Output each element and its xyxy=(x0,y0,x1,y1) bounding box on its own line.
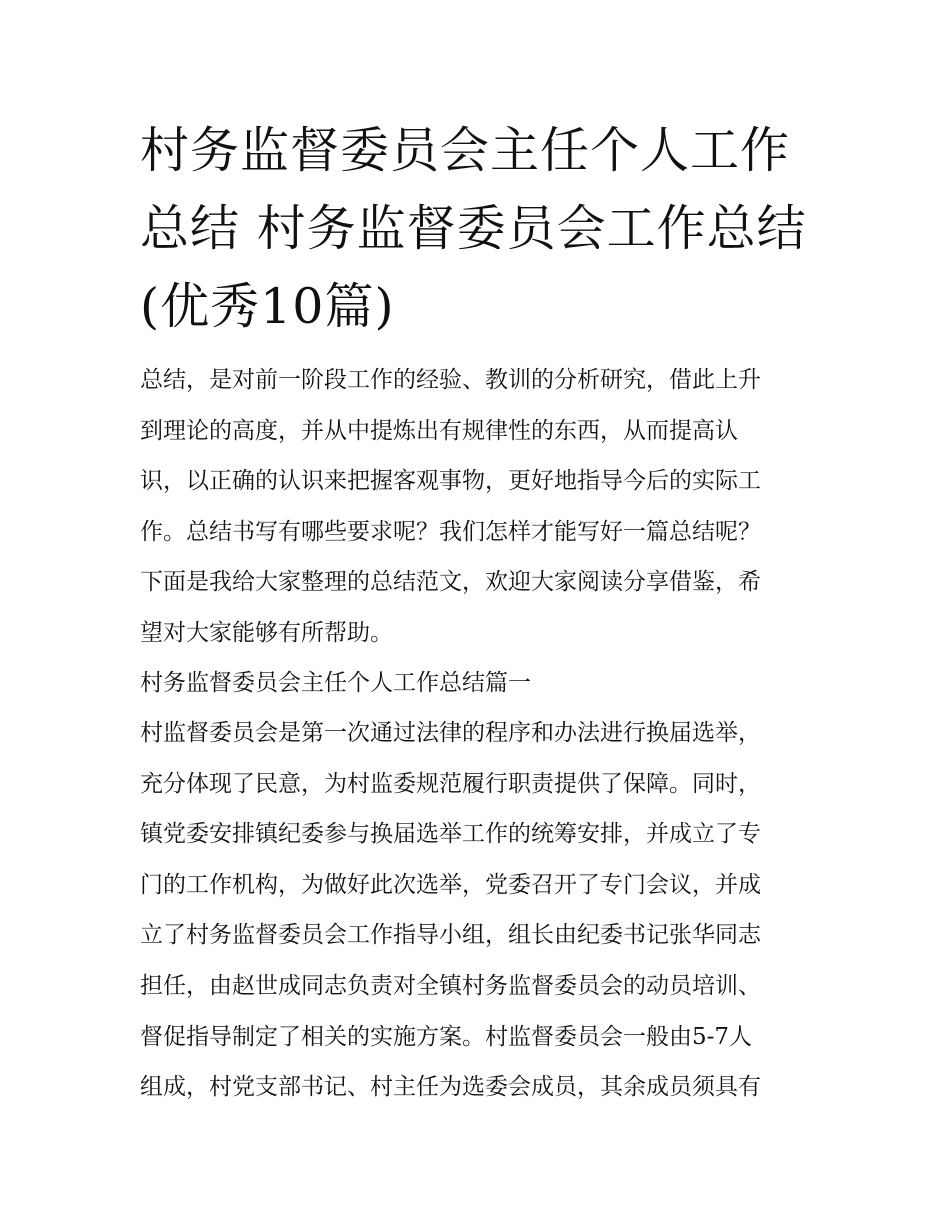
title-line: (优秀10篇) xyxy=(140,278,395,335)
text-line: 作。总结书写有哪些要求呢？我们怎样才能写好一篇总结呢？ xyxy=(140,518,761,545)
text-line: 充分体现了民意，为村监委规范履行职责提供了保障。同时， xyxy=(140,770,761,797)
text-line: 到理论的高度，并从中提炼出有规律性的东西，从而提高认 xyxy=(140,417,738,444)
document-title xyxy=(140,112,820,346)
text-line: 督促指导制定了相关的实施方案。村监督委员会一般由5-7人 xyxy=(140,1023,753,1050)
text-line: 总结，是对前一阶段工作的经验、教训的分析研究，借此上升 xyxy=(140,367,761,393)
text-line: 组成，村党支部书记、村主任为选委会成员，其余成员须具有 xyxy=(140,1074,761,1101)
text-line: 识，以正确的认识来把握客观事物，更好地指导今后的实际工 xyxy=(140,468,761,495)
text-line: 望对大家能够有所帮助。 xyxy=(140,619,393,646)
intro-paragraph xyxy=(140,355,820,659)
section-paragraph xyxy=(140,708,820,1113)
text-line: 立了村务监督委员会工作指导小组，组长由纪委书记张华同志 xyxy=(140,922,761,949)
text-line: 门的工作机构，为做好此次选举，党委召开了专门会议，并成 xyxy=(140,871,761,898)
text-line: 担任，由赵世成同志负责对全镇村务监督委员会的动员培训、 xyxy=(140,972,761,999)
section-heading-text: 村务监督委员会主任个人工作总结篇一 xyxy=(140,670,531,696)
text-line: 下面是我给大家整理的总结范文，欢迎大家阅读分享借鉴，希 xyxy=(140,569,761,596)
title-line: 村务监督委员会主任个人工作 xyxy=(140,122,791,179)
section-heading xyxy=(140,658,820,709)
text-line: 镇党委安排镇纪委参与换届选举工作的统筹安排，并成立了专 xyxy=(140,821,761,848)
text-line: 村监督委员会是第一次通过法律的程序和办法进行换届选举， xyxy=(140,720,761,746)
title-line: 总结 村务监督委员会工作总结 xyxy=(140,200,807,257)
